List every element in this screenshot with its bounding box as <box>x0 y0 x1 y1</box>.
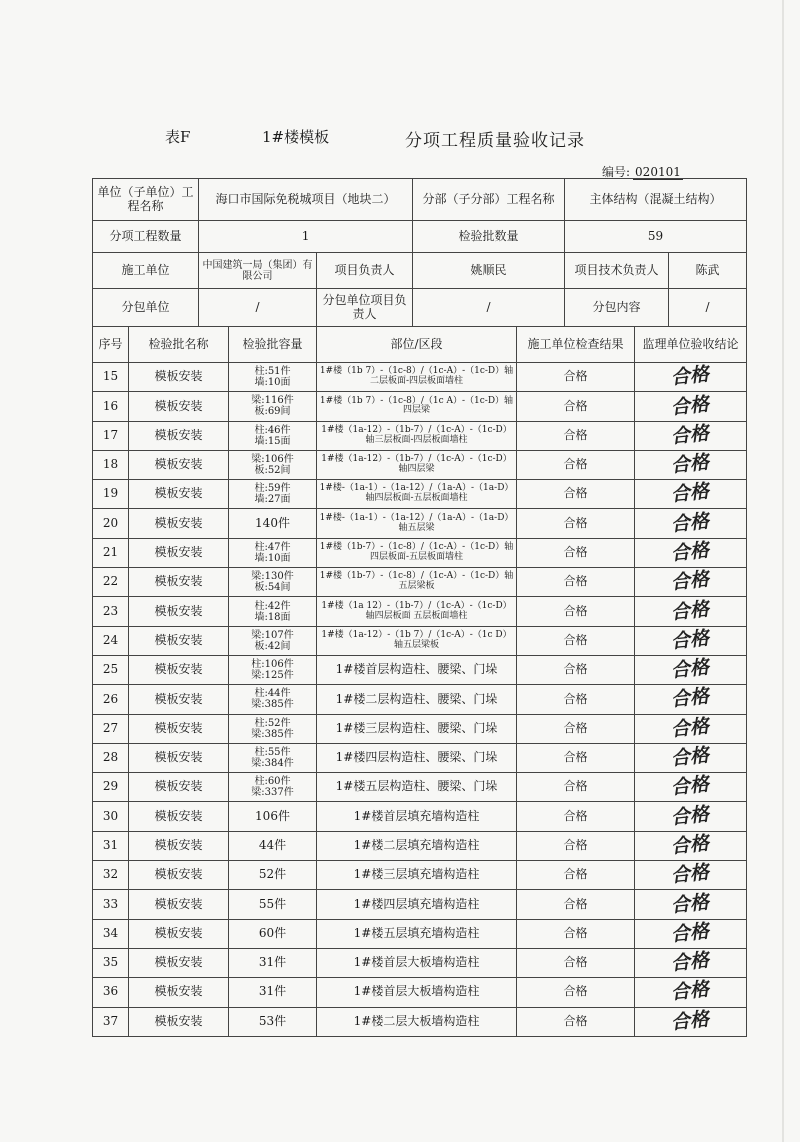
capacity-line-1: 31件 <box>258 984 287 999</box>
batch-qty-value: 59 <box>565 221 747 253</box>
row-location: 1#楼二层大板墙构造柱 <box>317 1007 517 1036</box>
row-capacity <box>229 480 317 509</box>
handwritten-signature: 合格 <box>670 949 711 976</box>
handwritten-signature: 合格 <box>670 919 711 946</box>
row-batch-name: 模板安装 <box>129 685 229 714</box>
row-no: 21 <box>93 538 129 567</box>
division-label: 分部（子分部）工程名称 <box>413 179 565 221</box>
row-no: 31 <box>93 831 129 860</box>
row-location: 1#楼（1a 12）-（1b-7）/（1c-A）-（1c-D）轴四层板面 五层板面墙柱 <box>317 597 517 626</box>
row-location: 1#楼首层构造柱、腰梁、门垛 <box>317 655 517 684</box>
row-capacity <box>229 538 317 567</box>
row-capacity <box>229 831 317 860</box>
row-supervisor-result <box>635 831 747 860</box>
row-contractor-result: 合格 <box>517 363 635 392</box>
row-contractor-result: 合格 <box>517 861 635 890</box>
col-location: 部位/区段 <box>317 327 517 363</box>
table-row <box>93 1007 747 1036</box>
capacity-line-2: 墙:15面 <box>254 435 291 447</box>
capacity-line-2: 板:52间 <box>254 465 291 477</box>
handwritten-signature: 合格 <box>670 1007 711 1034</box>
row-contractor-result: 合格 <box>517 392 635 421</box>
batch-qty-label: 检验批数量 <box>413 221 565 253</box>
row-contractor-result: 合格 <box>517 568 635 597</box>
row-supervisor-result <box>635 363 747 392</box>
row-no: 22 <box>93 568 129 597</box>
row-supervisor-result <box>635 568 747 597</box>
row-no: 30 <box>93 802 129 831</box>
row-batch-name: 模板安装 <box>129 480 229 509</box>
table-row <box>93 743 747 772</box>
table-row <box>93 685 747 714</box>
capacity-line-1: 柱:42件 <box>254 600 291 612</box>
row-contractor-result: 合格 <box>517 421 635 450</box>
row-location: 1#楼-（1a-1）-（1a-12）/（1a-A）-（1a-D）轴五层梁 <box>317 509 517 538</box>
row-batch-name: 模板安装 <box>129 1007 229 1036</box>
header-table <box>92 178 747 327</box>
handwritten-signature: 合格 <box>670 363 711 390</box>
sub-content-value: / <box>669 289 747 327</box>
row-batch-name: 模板安装 <box>129 509 229 538</box>
row-capacity <box>229 655 317 684</box>
capacity-line-2: 梁:385件 <box>251 728 294 740</box>
row-capacity <box>229 597 317 626</box>
row-batch-name: 模板安装 <box>129 861 229 890</box>
row-location: 1#楼二层填充墙构造柱 <box>317 831 517 860</box>
handwritten-signature: 合格 <box>670 539 711 565</box>
sub-pm-value: / <box>413 289 565 327</box>
capacity-line-1: 梁:107件 <box>251 629 294 641</box>
row-no: 36 <box>93 978 129 1007</box>
row-capacity <box>229 421 317 450</box>
capacity-line-1: 柱:59件 <box>254 483 291 495</box>
row-batch-name: 模板安装 <box>129 655 229 684</box>
row-supervisor-result <box>635 773 747 802</box>
capacity-line-1: 柱:44件 <box>254 688 291 700</box>
row-supervisor-result <box>635 685 747 714</box>
capacity-line-1: 柱:55件 <box>254 747 291 758</box>
row-capacity <box>229 978 317 1007</box>
handwritten-signature: 合格 <box>670 451 711 478</box>
row-no: 28 <box>93 743 129 772</box>
table-row <box>93 802 747 831</box>
row-batch-name: 模板安装 <box>129 948 229 977</box>
handwritten-signature: 合格 <box>670 626 711 653</box>
row-contractor-result: 合格 <box>517 655 635 684</box>
row-location: 1#楼三层填充墙构造柱 <box>317 861 517 890</box>
capacity-line-2: 梁:384件 <box>251 758 294 769</box>
row-batch-name: 模板安装 <box>129 831 229 860</box>
row-capacity <box>229 1007 317 1036</box>
handwritten-signature: 合格 <box>670 832 711 858</box>
row-location: 1#楼（1a-12）-（1b 7）/（1c-A）-（1c D）轴五层梁板 <box>317 626 517 655</box>
tech-label: 项目技术负责人 <box>565 253 669 289</box>
capacity-line-1: 52件 <box>258 867 287 882</box>
row-batch-name: 模板安装 <box>129 626 229 655</box>
row-supervisor-result <box>635 978 747 1007</box>
row-no: 23 <box>93 597 129 626</box>
capacity-line-1: 31件 <box>258 955 287 970</box>
row-contractor-result: 合格 <box>517 509 635 538</box>
sub-qty-value: 1 <box>199 221 413 253</box>
table-row <box>93 538 747 567</box>
row-supervisor-result <box>635 538 747 567</box>
table-row <box>93 919 747 948</box>
row-no: 19 <box>93 480 129 509</box>
table-row <box>93 831 747 860</box>
row-supervisor-result <box>635 597 747 626</box>
building-label: 1#楼模板 <box>262 128 330 146</box>
handwritten-signature: 合格 <box>670 861 711 888</box>
unit-label: 单位（子单位）工程名称 <box>93 179 199 221</box>
row-location: 1#楼四层填充墙构造柱 <box>317 890 517 919</box>
capacity-line-2: 墙:10面 <box>254 377 291 389</box>
capacity-line-2: 墙:18面 <box>254 611 291 623</box>
inspection-table <box>92 326 747 1037</box>
col-contractor-result: 施工单位检查结果 <box>517 327 635 363</box>
handwritten-signature: 合格 <box>670 597 711 624</box>
row-location: 1#楼（1a-12）-（1b-7）/（1c-A）-（1c-D）轴四层梁 <box>317 450 517 479</box>
row-location: 1#楼五层构造柱、腰梁、门垛 <box>317 773 517 802</box>
row-location: 1#楼四层构造柱、腰梁、门垛 <box>317 743 517 772</box>
capacity-line-2: 板:42间 <box>254 640 291 652</box>
row-capacity <box>229 948 317 977</box>
row-contractor-result: 合格 <box>517 538 635 567</box>
table-row <box>93 861 747 890</box>
row-no: 20 <box>93 509 129 538</box>
row-batch-name: 模板安装 <box>129 890 229 919</box>
table-row <box>93 450 747 479</box>
row-supervisor-result <box>635 392 747 421</box>
row-batch-name: 模板安装 <box>129 978 229 1007</box>
table-row <box>93 509 747 538</box>
row-capacity <box>229 743 317 772</box>
row-batch-name: 模板安装 <box>129 802 229 831</box>
capacity-line-1: 柱:46件 <box>254 424 291 436</box>
row-supervisor-result <box>635 1007 747 1036</box>
col-batch-name: 检验批名称 <box>129 327 229 363</box>
row-no: 27 <box>93 714 129 743</box>
row-batch-name: 模板安装 <box>129 538 229 567</box>
title-row <box>0 126 800 156</box>
row-supervisor-result <box>635 714 747 743</box>
row-contractor-result: 合格 <box>517 773 635 802</box>
capacity-line-1: 53件 <box>258 1013 287 1028</box>
capacity-line-1: 柱:47件 <box>254 541 291 553</box>
row-capacity <box>229 685 317 714</box>
capacity-line-1: 柱:60件 <box>254 776 291 788</box>
handwritten-signature: 合格 <box>670 802 711 829</box>
row-location: 1#楼五层填充墙构造柱 <box>317 919 517 948</box>
row-batch-name: 模板安装 <box>129 568 229 597</box>
row-no: 32 <box>93 861 129 890</box>
capacity-line-1: 60件 <box>258 925 287 940</box>
row-batch-name: 模板安装 <box>129 773 229 802</box>
row-location: 1#楼三层构造柱、腰梁、门垛 <box>317 714 517 743</box>
capacity-line-2: 板:54间 <box>254 582 291 594</box>
row-supervisor-result <box>635 861 747 890</box>
row-no: 26 <box>93 685 129 714</box>
handwritten-signature: 合格 <box>670 714 711 741</box>
table-row <box>93 948 747 977</box>
row-capacity <box>229 363 317 392</box>
sub-content-label: 分包内容 <box>565 289 669 327</box>
row-capacity <box>229 890 317 919</box>
subcontractor-label: 分包单位 <box>93 289 199 327</box>
row-contractor-result: 合格 <box>517 480 635 509</box>
row-batch-name: 模板安装 <box>129 597 229 626</box>
row-contractor-result: 合格 <box>517 597 635 626</box>
table-row <box>93 392 747 421</box>
sub-qty-label: 分项工程数量 <box>93 221 199 253</box>
handwritten-signature: 合格 <box>670 509 711 536</box>
row-no: 25 <box>93 655 129 684</box>
division-value: 主体结构（混凝土结构） <box>565 179 747 221</box>
handwritten-signature: 合格 <box>670 656 711 683</box>
row-supervisor-result <box>635 948 747 977</box>
handwritten-signature: 合格 <box>670 568 711 595</box>
row-batch-name: 模板安装 <box>129 363 229 392</box>
row-location: 1#楼（1b 7）-（1c-8）/（1c-A）-（1c-D）轴二层板面-四层板面墙柱 <box>317 363 517 392</box>
capacity-line-1: 106件 <box>255 808 290 823</box>
column-header-row <box>93 327 747 363</box>
row-contractor-result: 合格 <box>517 714 635 743</box>
capacity-line-1: 梁:116件 <box>251 395 294 407</box>
row-contractor-result: 合格 <box>517 802 635 831</box>
handwritten-signature: 合格 <box>670 421 711 448</box>
row-location: 1#楼首层大板墙构造柱 <box>317 978 517 1007</box>
row-batch-name: 模板安装 <box>129 919 229 948</box>
row-no: 34 <box>93 919 129 948</box>
row-contractor-result: 合格 <box>517 450 635 479</box>
row-location: 1#楼（1b-7）-（1c-8）/（1c-A）-（1c-D）轴四层板面-五层板面墙柱 <box>317 538 517 567</box>
row-capacity <box>229 450 317 479</box>
row-supervisor-result <box>635 421 747 450</box>
capacity-line-1: 140件 <box>255 515 290 530</box>
code-label: 编号: <box>602 165 631 179</box>
capacity-line-2: 墙:27面 <box>254 494 291 506</box>
table-row <box>93 597 747 626</box>
capacity-line-2: 梁:125件 <box>251 670 294 682</box>
page-title: 分项工程质量验收记录 <box>405 131 585 151</box>
rows-body <box>93 363 747 1037</box>
row-no: 37 <box>93 1007 129 1036</box>
row-contractor-result: 合格 <box>517 919 635 948</box>
table-row <box>93 363 747 392</box>
table-row <box>93 978 747 1007</box>
row-location: 1#楼首层大板墙构造柱 <box>317 948 517 977</box>
handwritten-signature: 合格 <box>670 978 711 1005</box>
row-location: 1#楼二层构造柱、腰梁、门垛 <box>317 685 517 714</box>
row-capacity <box>229 509 317 538</box>
row-no: 35 <box>93 948 129 977</box>
handwritten-signature: 合格 <box>670 744 711 771</box>
row-no: 18 <box>93 450 129 479</box>
scan-edge-line <box>782 0 784 1142</box>
handwritten-signature: 合格 <box>670 392 711 419</box>
row-contractor-result: 合格 <box>517 743 635 772</box>
handwritten-signature: 合格 <box>670 685 711 712</box>
subcontractor-value: / <box>199 289 317 327</box>
row-supervisor-result <box>635 626 747 655</box>
row-capacity <box>229 714 317 743</box>
contractor-label: 施工单位 <box>93 253 199 289</box>
row-contractor-result: 合格 <box>517 1007 635 1036</box>
row-capacity <box>229 802 317 831</box>
capacity-line-1: 梁:106件 <box>251 454 294 466</box>
row-location: 1#楼（1b-7）-（1c-8）/（1c-A）-（1c-D）轴五层梁板 <box>317 568 517 597</box>
tech-value: 陈武 <box>669 253 747 289</box>
row-supervisor-result <box>635 802 747 831</box>
row-location: 1#楼（1b 7）-（1c-8）/（1c A）-（1c-D）轴四层梁 <box>317 392 517 421</box>
table-row <box>93 626 747 655</box>
row-location: 1#楼（1a-12）-（1b-7）/（1c-A）-（1c-D）轴三层板面-四层板面墙柱 <box>317 421 517 450</box>
row-batch-name: 模板安装 <box>129 421 229 450</box>
contractor-value: 中国建筑一局（集团）有限公司 <box>199 253 317 289</box>
row-batch-name: 模板安装 <box>129 714 229 743</box>
capacity-line-1: 柱:51件 <box>254 366 291 378</box>
row-contractor-result: 合格 <box>517 978 635 1007</box>
capacity-line-2: 板:69间 <box>254 406 291 418</box>
table-row <box>93 421 747 450</box>
handwritten-signature: 合格 <box>670 890 711 917</box>
capacity-line-1: 柱:52件 <box>254 717 291 729</box>
row-capacity <box>229 392 317 421</box>
table-row <box>93 480 747 509</box>
handwritten-signature: 合格 <box>670 480 711 507</box>
table-row <box>93 890 747 919</box>
row-supervisor-result <box>635 919 747 948</box>
capacity-line-2: 梁:385件 <box>251 699 294 711</box>
row-capacity <box>229 861 317 890</box>
row-capacity <box>229 568 317 597</box>
row-no: 29 <box>93 773 129 802</box>
sub-pm-label: 分包单位项目负责人 <box>317 289 413 327</box>
col-capacity: 检验批容量 <box>229 327 317 363</box>
row-capacity <box>229 919 317 948</box>
capacity-line-2: 梁:337件 <box>251 787 294 799</box>
table-row <box>93 773 747 802</box>
table-row <box>93 714 747 743</box>
row-batch-name: 模板安装 <box>129 392 229 421</box>
row-supervisor-result <box>635 655 747 684</box>
handwritten-signature: 合格 <box>670 773 711 800</box>
capacity-line-1: 44件 <box>258 838 287 852</box>
table-row <box>93 655 747 684</box>
row-no: 24 <box>93 626 129 655</box>
code-value: 020101 <box>635 165 681 179</box>
capacity-line-2: 墙:10面 <box>254 552 291 564</box>
col-supervisor-result: 监理单位验收结论 <box>635 327 747 363</box>
row-batch-name: 模板安装 <box>129 450 229 479</box>
row-capacity <box>229 626 317 655</box>
col-no: 序号 <box>93 327 129 363</box>
row-batch-name: 模板安装 <box>129 743 229 772</box>
row-contractor-result: 合格 <box>517 626 635 655</box>
row-contractor-result: 合格 <box>517 831 635 860</box>
unit-value: 海口市国际免税城项目（地块二） <box>199 179 413 221</box>
table-row <box>93 568 747 597</box>
capacity-line-1: 柱:106件 <box>251 659 294 671</box>
row-supervisor-result <box>635 450 747 479</box>
table-label: 表F <box>165 128 191 146</box>
row-contractor-result: 合格 <box>517 890 635 919</box>
row-no: 33 <box>93 890 129 919</box>
row-supervisor-result <box>635 743 747 772</box>
row-supervisor-result <box>635 480 747 509</box>
row-location: 1#楼-（1a-1）-（1a-12）/（1a-A）-（1a-D）轴四层板面-五层板面墙柱 <box>317 480 517 509</box>
pm-value: 姚顺民 <box>413 253 565 289</box>
row-no: 16 <box>93 392 129 421</box>
capacity-line-1: 梁:130件 <box>251 571 294 583</box>
capacity-line-1: 55件 <box>258 896 287 911</box>
row-location: 1#楼首层填充墙构造柱 <box>317 802 517 831</box>
pm-label: 项目负责人 <box>317 253 413 289</box>
row-supervisor-result <box>635 509 747 538</box>
row-no: 15 <box>93 363 129 392</box>
row-contractor-result: 合格 <box>517 948 635 977</box>
row-supervisor-result <box>635 890 747 919</box>
row-contractor-result: 合格 <box>517 685 635 714</box>
row-no: 17 <box>93 421 129 450</box>
row-capacity <box>229 773 317 802</box>
